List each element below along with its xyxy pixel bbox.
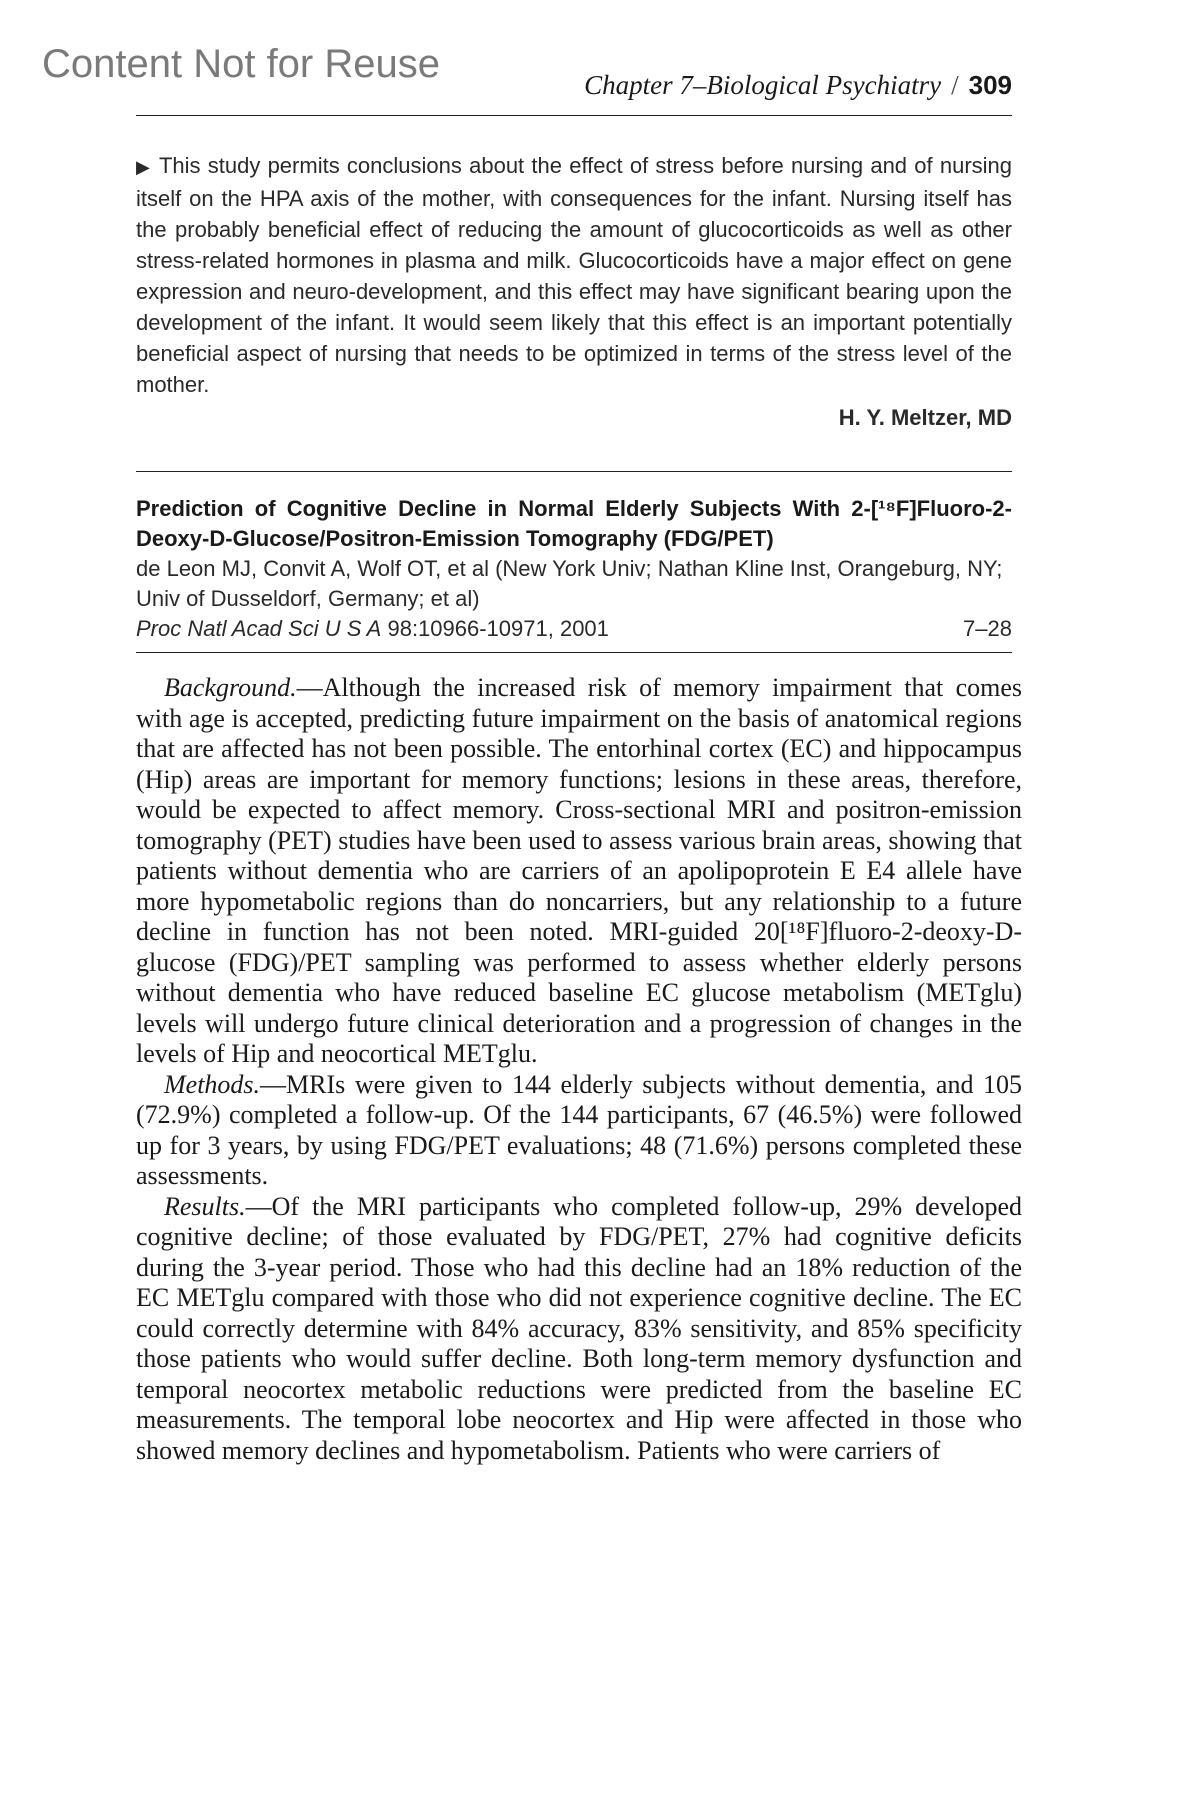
running-head-separator: / [951, 70, 959, 100]
results-text: —Of the MRI participants who completed follow-up, 29% developed cognitive decline; of those evaluated by FDG/PET, 27% had cognitive deficits during the 3-year period. Those who had this decline had an 18% reduction of the EC METglu compared with those who did not experience cognitive decline. The EC could correctly determine with 84% accuracy, 83% sensitivity, and 85% specificity those patients who would suffer decline. Both long-term memory dysfunction and temporal neocortex metabolic reductions were predicted from the baseline EC measurements. The temporal lobe neocortex and Hip were affected in those who showed memory declines and hypometabolism. Patients who were carriers of [136, 1191, 1022, 1465]
commentary-author: H. Y. Meltzer, MD [838, 405, 1012, 430]
methods-paragraph [136, 1070, 1022, 1192]
page-content [136, 70, 1022, 1466]
methods-text: —MRIs were given to 144 elderly subjects without dementia, and 105 (72.9%) completed a follow-up. Of the 144 participants, 67 (46.5%) were followed up for 3 years, by using FDG/PET evaluations; 48 (71.6%) persons completed these assessments. [136, 1069, 1022, 1190]
running-head [136, 70, 1012, 116]
arrow-icon: ▶ [136, 157, 151, 177]
citation [136, 614, 609, 644]
background-paragraph [136, 673, 1022, 1070]
section-divider [136, 471, 1012, 472]
citation-details: 98:10966-10971, 2001 [387, 616, 609, 641]
background-text: —Although the increased risk of memory impairment that comes with age is accepted, predicting future impairment on the basis of anatomical regions that are affected has not been possible. The entorhinal cortex (EC) and hippocampus (Hip) areas are important for memory functions; lesions in these areas, therefore, would be expected to affect memory. Cross-sectional MRI and positron-emission tomography (PET) studies have been used to assess various brain areas, showing that patients without dementia who are carriers of an apolipoprotein E E4 allele have more hypometabolic regions than do noncarriers, but any relationship to a future decline in function has not been noted. MRI-guided 20[¹⁸F]fluoro-2-deoxy-D-glucose (FDG)/PET sampling was performed to assess whether elderly persons without dementia who have reduced baseline EC glucose metabolism (METglu) levels will undergo future clinical deterioration and a progression of changes in the levels of Hip and neocortical METglu. [136, 673, 1022, 1068]
page-number: 309 [968, 70, 1012, 100]
article-authors: de Leon MJ, Convit A, Wolf OT, et al (New York Univ; Nathan Kline Inst, Orangeburg, NY; Univ of Dusseldorf, Germany; et al) [136, 556, 1003, 611]
chapter-title: Chapter 7–Biological Psychiatry [584, 70, 942, 100]
reference-number: 7–28 [963, 616, 1012, 641]
watermark: Content Not for Reuse [42, 42, 440, 86]
journal-name: Proc Natl Acad Sci U S A [136, 616, 382, 641]
commentary-text: This study permits conclusions about the effect of stress before nursing and of nursing itself on the HPA axis of the mother, with consequences for the infant. Nursing itself has the probably beneficial effect of reducing the amount of glucocorticoids as well as other stress-related hormones in plasma and milk. Glucocorticoids have a major effect on gene expression and neuro-development, and this effect may have significant bearing upon the development of the infant. It would seem likely that this effect is an important potentially beneficial aspect of nursing that needs to be optimized in terms of the stress level of the mother. [136, 153, 1012, 397]
results-paragraph [136, 1192, 1022, 1467]
article-title: Prediction of Cognitive Decline in Normal Elderly Subjects With 2-[¹⁸F]Fluoro-2-Deoxy-D-Glucose/Positron-Emission Tomography (FDG/PET) [136, 496, 1012, 551]
methods-heading: Methods. [164, 1069, 261, 1099]
results-heading: Results. [164, 1191, 246, 1221]
abstract [136, 673, 1022, 1466]
background-heading: Background. [164, 673, 297, 702]
commentary [136, 150, 1012, 433]
citation-row [136, 614, 1012, 653]
